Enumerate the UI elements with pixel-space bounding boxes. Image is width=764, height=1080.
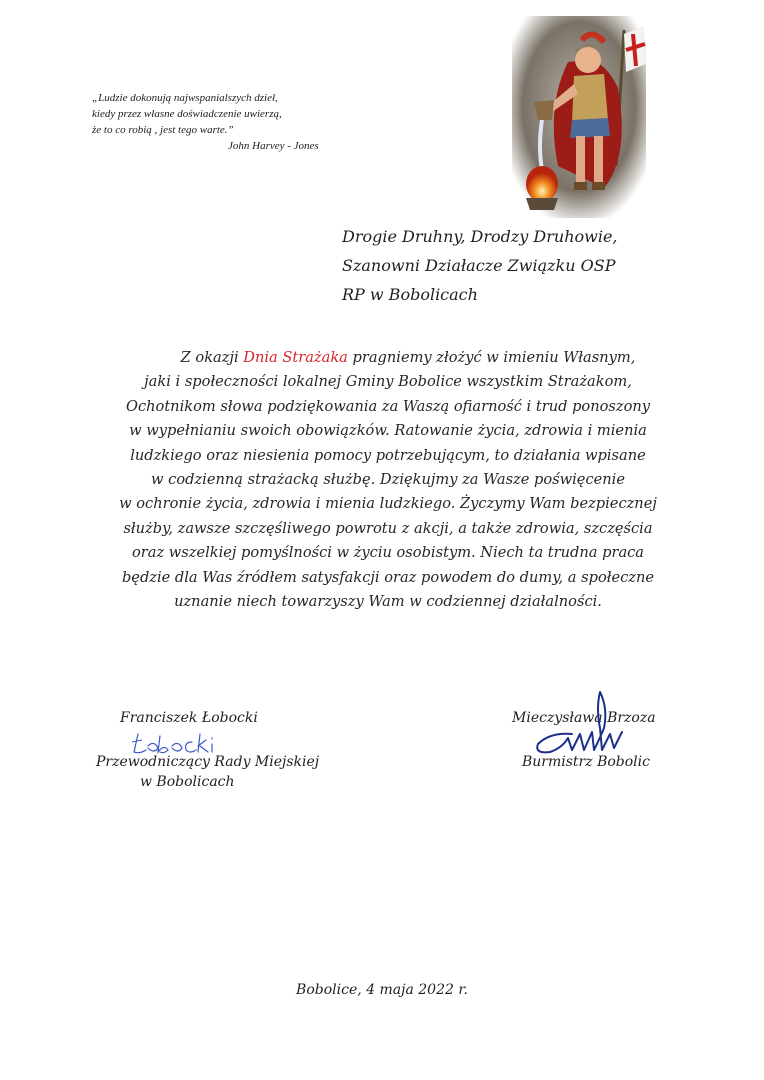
handwritten-signature-right <box>528 688 638 768</box>
signatory-name-right: Mieczysława Brzoza <box>512 710 656 726</box>
body-line: w wypełnianiu swoich obowiązków. Ratowanie życia, zdrowia i mienia <box>129 422 647 440</box>
greeting-line-3: RP w Bobolicach <box>342 285 478 304</box>
body-line: ludzkiego oraz niesienia pomocy potrzebującym, to działania wpisane <box>130 446 646 464</box>
quote-line-3: że to co robią , jest tego warte.” <box>92 124 234 136</box>
quote-line-2: kiedy przez własne doświadczenie uwierzą, <box>92 108 282 120</box>
handwritten-signature-left <box>130 730 230 756</box>
greeting-line-1: Drogie Druhny, Drodzy Druhowie, <box>342 227 618 246</box>
letter-body <box>86 346 690 614</box>
body-line-1 <box>86 346 690 370</box>
motto-quote <box>92 90 362 154</box>
body-line: Ochotnikom słowa podziękowania za Waszą ofiarność i trud ponoszony <box>126 397 650 415</box>
body-line: będzie dla Was źródłem satysfakcji oraz powodem do dumy, a społeczne <box>121 568 655 586</box>
body-line-1-start: Z okazji <box>180 349 244 366</box>
signatory-name-left: Franciszek Łobocki <box>120 710 258 726</box>
body-line: służby, zawsze szczęśliwego powrotu z akcji, a także zdrowia, szczęścia <box>123 519 653 537</box>
quote-author: John Harvey - Jones <box>228 140 319 152</box>
letter-date: Bobolice, 4 maja 2022 r. <box>296 982 468 998</box>
greeting-line-2: Szanowni Działacze Związku OSP <box>342 256 616 275</box>
body-line: w codzienną strażacką służbę. Dziękujmy za Wasze poświęcenie <box>151 471 625 489</box>
signatory-role-left-line-2: w Bobolicach <box>140 774 235 790</box>
quote-line-1: „Ludzie dokonują najwspanialszych dzieł, <box>92 92 278 104</box>
greeting <box>342 222 672 309</box>
body-line: w ochronie życia, zdrowia i mienia ludzkiego. Życzymy Wam bezpiecznej <box>119 495 657 513</box>
signatory-role-right: Burmistrz Bobolic <box>522 754 650 770</box>
saint-florian-icon <box>512 16 646 218</box>
highlight-dnia-strazaka: Dnia Strażaka <box>243 349 348 366</box>
signatory-role-left: Przewodniczący Rady Miejskiej <box>96 754 320 770</box>
body-line: oraz wszelkiej pomyślności w życiu osobistym. Niech ta trudna praca <box>131 544 645 562</box>
body-line: uznanie niech towarzyszy Wam w codziennej działalności. <box>174 593 602 611</box>
body-line-1-end: pragniemy złożyć w imieniu Własnym, <box>347 349 636 366</box>
body-line: jaki i społeczności lokalnej Gminy Bobolice wszystkim Strażakom, <box>144 373 632 391</box>
